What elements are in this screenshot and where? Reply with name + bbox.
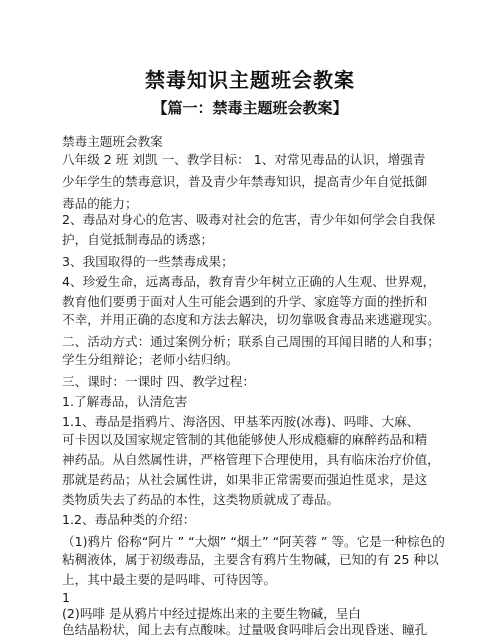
body-line: 上，其中最主要的是吗啡、可待因等。	[62, 572, 277, 587]
body-line: (2)吗啡 是从鸦片中经过提炼出来的主要生物碱，呈白	[62, 606, 361, 621]
body-line: 毒品的能力；	[62, 196, 138, 211]
body-line: 教育他们要勇于面对人生可能会遇到的升学、家庭等方面的挫折和	[62, 294, 428, 309]
body-line: 二、活动方式：通过案例分析；联系自己周围的耳闻目睹的人和事；	[62, 334, 440, 349]
body-line: 色结晶粉状，闻上去有点酸味。过量吸食吗啡后会出现昏迷、瞳孔	[62, 622, 428, 637]
body-line: 三、课时：一课时 四、教学过程：	[62, 374, 255, 389]
document-subtitle: 【篇一：禁毒主题班会教案】	[152, 99, 348, 117]
body-line: 1.2、毒品种类的介绍：	[62, 512, 196, 527]
body-line: 那就是药品；从社会属性讲，如果非正常需要而强迫性觅求，是这	[62, 472, 428, 487]
body-line: 粘稠液体，属于初级毒品，主要含有鸦片生物碱，已知的有 25 种以	[62, 552, 439, 567]
body-line: 1.1、毒品是指鸦片、海洛因、甲基苯丙胺(冰毒)、吗啡、大麻、	[62, 414, 420, 429]
body-line: 类物质失去了药品的本性，这类物质就成了毒品。	[62, 492, 340, 507]
body-line: 护，自觉抵制毒品的诱惑；	[62, 232, 214, 247]
document-title: 禁毒知识主题班会教案	[145, 68, 355, 92]
body-line: 1	[62, 590, 71, 605]
body-line: （1)鸦片 俗称“阿片 ” “大烟” “烟土” “阿芙蓉 ” 等。它是一种棕色的	[62, 534, 445, 549]
body-line: 4、珍爱生命，远离毒品，教育青少年树立正确的人生观、世界观，	[62, 274, 436, 289]
body-line: 可卡因以及国家规定管制的其他能够使人形成瘾癖的麻醉药品和精	[62, 432, 428, 447]
body-line: 少年学生的禁毒意识，普及青少年禁毒知识，提高青少年自觉抵御	[62, 174, 428, 189]
body-line: 不幸，并用正确的态度和方法去解决，切勿靠吸食毒品来逃避现实。	[62, 312, 440, 327]
body-line: 神药品。从自然属性讲，严格管理下合理使用，具有临床治疗价值，	[62, 452, 440, 467]
body-line: 八年级 2 班 刘凯 一、教学目标： 1、对常见毒品的认识，增强青	[62, 152, 426, 167]
body-line: 学生分组辩论；老师小结归纳。	[62, 352, 239, 367]
body-line: 3、我国取得的一些禁毒成果；	[62, 254, 234, 269]
body-line: 1.了解毒品，认清危害	[62, 394, 188, 409]
body-line: 禁毒主题班会教案	[62, 134, 163, 149]
body-line: 2、毒品对身心的危害、吸毒对社会的危害，青少年如何学会自我保	[62, 212, 436, 227]
